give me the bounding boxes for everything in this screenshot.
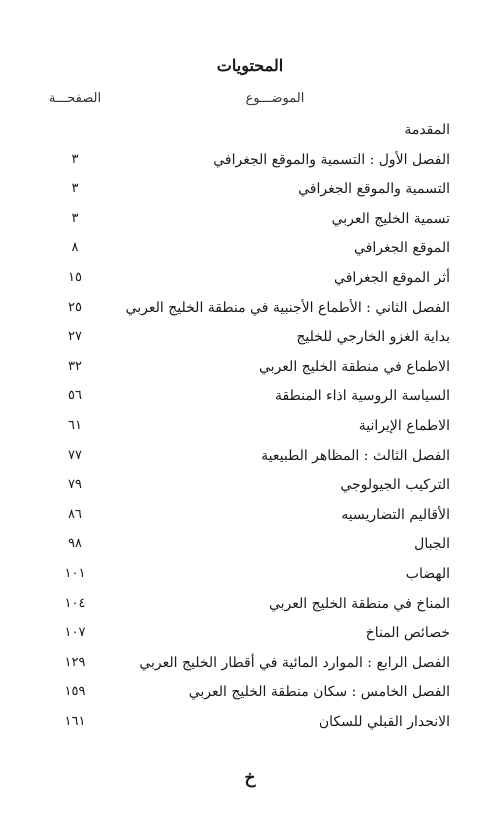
contents-page-number: ٢٥	[68, 299, 82, 315]
contents-page-number: ١٢٩	[64, 654, 86, 670]
contents-page-number: ١٠٧	[64, 625, 86, 641]
contents-list	[0, 118, 500, 739]
contents-row	[0, 266, 500, 296]
contents-row	[0, 592, 500, 622]
contents-topic: الانحدار القبلي للسكان	[318, 713, 450, 730]
contents-topic: الموقع الجغرافي	[354, 240, 450, 257]
contents-topic: بداية الغزو الخارجي للخليج	[296, 329, 450, 346]
contents-topic: الفصل الأول : التسمية والموقع الجغرافي	[213, 151, 450, 168]
contents-page-number: ٦١	[68, 417, 82, 433]
contents-row	[0, 296, 500, 326]
contents-page-number: ١٦١	[64, 713, 86, 729]
contents-row	[0, 710, 500, 740]
contents-row	[0, 384, 500, 414]
contents-topic: الفصل الخامس : سكان منطقة الخليج العربي	[188, 684, 450, 701]
contents-topic: تسمية الخليج العربي	[331, 210, 450, 227]
contents-row	[0, 651, 500, 681]
contents-topic: المناخ في منطقة الخليج العربي	[268, 595, 450, 612]
contents-page-number: ٨	[71, 240, 79, 256]
contents-row	[0, 177, 500, 207]
contents-page-number: ٨٦	[68, 506, 82, 522]
contents-row	[0, 236, 500, 266]
contents-page-number: ٣	[71, 151, 79, 167]
contents-topic: الاطماع في منطقة الخليج العربي	[259, 358, 450, 375]
contents-page-number: ١٠١	[64, 565, 86, 581]
contents-page-number: ١٥	[68, 269, 82, 285]
contents-row	[0, 621, 500, 651]
contents-topic: الأقاليم التضاريسيه	[341, 506, 450, 523]
contents-page-number: ٣٢	[68, 358, 82, 374]
contents-page-number: ١٠٤	[64, 595, 86, 611]
contents-page-number: ٥٦	[68, 388, 82, 404]
page-footer-letter: خ	[244, 768, 256, 788]
contents-row	[0, 355, 500, 385]
contents-topic: الفصل الثالث : المظاهر الطبيعية	[261, 447, 450, 464]
contents-topic: المقدمة	[404, 122, 450, 138]
contents-topic: الجبال	[414, 536, 450, 553]
contents-row	[0, 503, 500, 533]
contents-topic: أثر الموقع الجغرافي	[334, 269, 450, 286]
page-column-header: الصفحـــة	[48, 91, 102, 106]
contents-row	[0, 680, 500, 710]
contents-row	[0, 148, 500, 178]
contents-page-number: ١٥٩	[64, 684, 86, 700]
contents-page-number: ٩٨	[68, 536, 82, 552]
contents-row	[0, 414, 500, 444]
contents-row	[0, 118, 500, 148]
contents-topic: الاطماع الإيرانية	[358, 417, 450, 434]
topic-column-header: الموضـــوع	[245, 91, 305, 106]
contents-row	[0, 473, 500, 503]
contents-topic: الفصل الثاني : الأطماع الأجنبية في منطقة الخليج العربي	[125, 299, 450, 316]
contents-topic: الفصل الرابع : الموارد المائية في أقطار الخليج العربي	[139, 654, 450, 671]
contents-page-number: ٣	[71, 210, 79, 226]
contents-row	[0, 325, 500, 355]
contents-topic: التركيب الجيولوجي	[340, 477, 450, 494]
contents-row	[0, 444, 500, 474]
contents-topic: التسمية والموقع الجغرافي	[298, 181, 450, 198]
contents-page-number: ٢٧	[68, 329, 82, 345]
contents-page-number: ٧٩	[68, 477, 82, 493]
contents-page-number: ٧٧	[68, 447, 82, 463]
contents-page-number: ٣	[71, 181, 79, 197]
contents-topic: الهضاب	[405, 565, 450, 582]
contents-row	[0, 562, 500, 592]
page-title: المحتويات	[216, 56, 284, 75]
contents-topic: السياسة الروسية اذاء المنطقة	[275, 388, 450, 405]
contents-row	[0, 207, 500, 237]
contents-row	[0, 532, 500, 562]
contents-topic: خصائص المناخ	[365, 625, 450, 642]
